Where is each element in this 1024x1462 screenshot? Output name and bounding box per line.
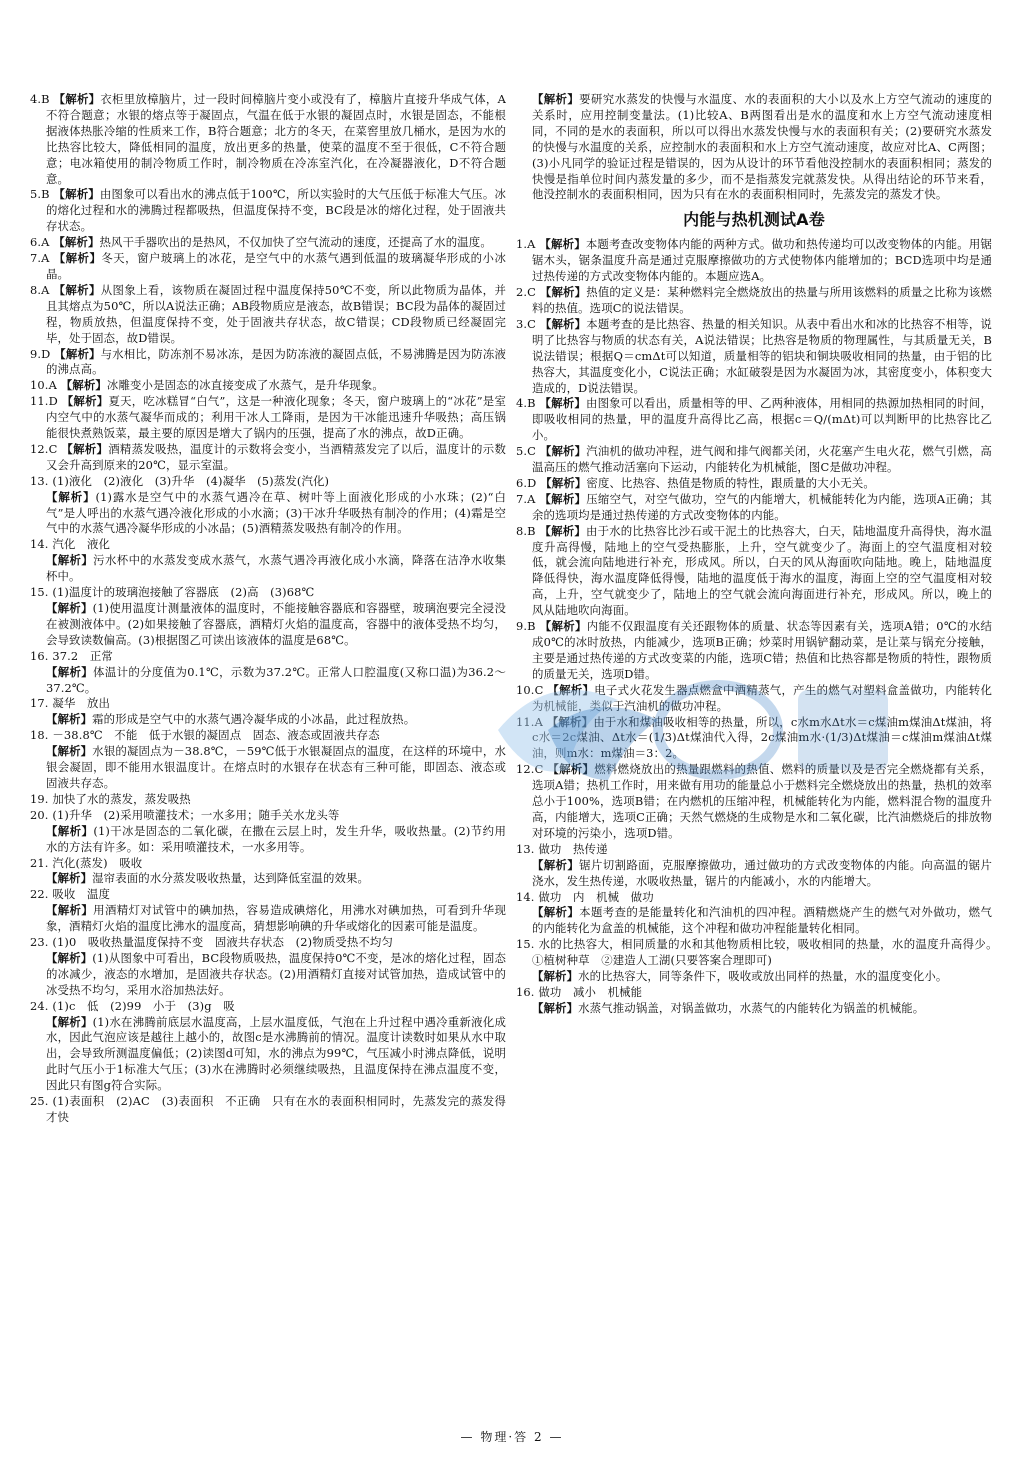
answer-analysis — [30, 744, 506, 792]
answer-text: 体温计的分度值为0.1℃，示数为37.2℃。正常人口腔温度(又称口温)为36.2～37.2℃。 — [45, 664, 506, 695]
answer-item — [516, 985, 992, 1001]
answer-number: 19. — [30, 791, 49, 806]
analysis-tag: 【解析】 — [45, 553, 94, 568]
answer-analysis — [516, 969, 992, 985]
analysis-tag: 【解析】 — [539, 396, 586, 411]
analysis-tag: 【解析】 — [539, 491, 587, 506]
answer-text: (1)从图象中可看出，BC段物质吸热，温度保持0℃不变，是冰的熔化过程，固态的冰减少，液态的水增加，是固液共存状态。(2)用酒精灯直接对试管加热，造成试管中的冰受热不均匀，采用水浴加热法好。 — [45, 950, 506, 997]
answer-analysis — [30, 1015, 506, 1095]
answer-number: 11.D — [30, 394, 58, 409]
answer-number: 5.B — [30, 187, 50, 202]
answer-number: 11.A — [516, 714, 543, 729]
answer-item — [30, 1094, 506, 1126]
analysis-tag: 【解析】 — [45, 744, 93, 759]
answer-text: 汽油机的做功冲程，进气阀和排气阀都关闭，火花塞产生电火花，燃气引燃，高温高压的燃气推动活塞向下运动，内能转化为机械能，图C是做功冲程。 — [531, 444, 992, 475]
answer-text: (1)露水是空气中的水蒸气遇冷在草、树叶等上面液化形成的小水珠；(2)“白气”是人呼出的水蒸气遇冷液化形成的小水滴；(3)干冰升华吸热有制冷的作用；(4)霜是空气中的水蒸气遇冷凝华形成的小冰晶；(5)酒精蒸发吸热有制冷的作用。 — [45, 489, 506, 536]
answer-text: 酒精蒸发吸热，温度计的示数将会变小，当酒精蒸发完了以后，温度计的示数又会升高到原来的20℃，显示室温。 — [45, 441, 506, 472]
answer-item — [516, 237, 992, 285]
answer-number: 2.C — [516, 285, 537, 300]
analysis-tag: 【解析】 — [45, 489, 96, 504]
answer-item — [516, 937, 1004, 969]
answer-text: 凝华 放出 — [52, 696, 111, 711]
answer-item — [516, 619, 992, 683]
answer-analysis — [30, 951, 506, 999]
answer-text: 冰雕变小是固态的冰直接变成了水蒸气，是升华现象。 — [106, 378, 384, 393]
analysis-tag: 【解析】 — [546, 714, 594, 729]
answer-text: 热风干手器吹出的是热风，不仅加快了空气流动的速度，还提高了水的温度。 — [99, 235, 492, 250]
answer-item — [516, 476, 992, 492]
answer-number: 16. — [30, 648, 49, 663]
analysis-tag: 【解析】 — [539, 316, 587, 331]
analysis-tag: 【解析】 — [45, 871, 93, 886]
answer-text: －38.8℃ 不能 低于水银的凝固点 固态、液态或固液共存态 — [52, 728, 380, 743]
answer-number: 8.A — [30, 282, 50, 297]
analysis-tag: 【解析】 — [53, 187, 100, 202]
answer-text: 要研究水蒸发的快慢与水温度、水的表面积的大小以及水上方空气流动的速度的关系时，应用控制变量法。(1)比较A、B两图看出是水的温度和水上方空气流动速度相同，不同的是水的表面积，所以可以得出水蒸发快慢与水的表面积有关；(2)要研究水蒸发的快慢与水温度的关系，应控制水的表面积和水上方空气流动速度，故应对比A、C两图；(3)小凡同学的验证过程是错误的，因为从设计的环节看他没控制水的表面积相同；蒸发的快慢是指单位时间内蒸发量的多少，而不是指蒸发完就蒸发快。从得出结论的环节来看，他没控制水的表面积相同，因为只有在水的表面积相同时，先蒸发完的蒸发才快。 — [531, 92, 992, 202]
analysis-tag: 【解析】 — [53, 92, 101, 106]
analysis-tag: 【解析】 — [54, 346, 101, 361]
answer-text: 与水相比，防冻剂不易冰冻，是因为防冻液的凝固点低，不易沸腾是因为防冻液的沸点高。 — [45, 346, 506, 377]
answer-item — [516, 317, 992, 397]
answer-text: (1)液化 (2)液化 (3)升华 (4)凝华 (5)蒸发(汽化) — [52, 473, 330, 488]
answer-text: 由于水的比热容比沙石或干泥土的比热容大，白天，陆地温度升高得快，海水温度升高得慢，陆地上的空气受热膨胀，上升，空气就变少了。海面上的空气温度相对较低，就会流向陆地进行补充，形成风。所以，白天的风从海面吹向陆地。晚上，陆地温度降低得快，海水温度降低得慢，陆地的温度低于海水的温度，海面上空的空气温度相对较高，上升，空气就变少了，陆地上的空气就会流向海面进行补充，形成风。所以，晚上的风从陆地吹向海面。 — [531, 523, 992, 618]
answer-analysis — [30, 903, 506, 935]
answer-item — [516, 842, 992, 858]
answer-item — [30, 347, 506, 379]
analysis-tag: 【解析】 — [539, 285, 587, 300]
answer-text: 夏天，吃冰糕冒“白气”，这是一种液化现象；冬天，窗户玻璃上的“冰花”是室内空气中的水蒸气凝华而成的；利用干冰人工降雨，是因为干冰能迅速升华吸热；高压锅能很快煮熟饭菜，最主要的原因是增大了锅内的压强，提高了水的沸点，故D正确。 — [45, 394, 506, 441]
answer-item — [516, 492, 992, 524]
analysis-tag: 【解析】 — [540, 475, 587, 490]
answer-text: 本题考查的是比热容、热量的相关知识。从表中看出水和冰的比热容不相等，说明了比热容与物质的状态有关，A说法错误；比热容是物质的物理属性，与其质量无关，B说法错误；根据Q＝cmΔt可以知道，质量相等的铝块和铜块吸收相同的热量，由于铝的比热容大，其温度变化小，C说法正确；水缸破裂是因为水凝固为冰，其密度变小，体积变大造成的，D说法错误。 — [531, 316, 992, 395]
right-column — [516, 92, 1004, 1017]
analysis-tag: 【解析】 — [547, 762, 595, 777]
answer-item — [30, 856, 506, 872]
answer-analysis — [30, 601, 506, 649]
answer-number: 4.B — [30, 92, 50, 106]
answer-text: 本题考查的是能量转化和汽油机的四冲程。酒精燃烧产生的燃气对外做功，燃气的内能转化为盒盖的机械能，这个冲程和做功冲程能量转化相同。 — [531, 905, 992, 936]
analysis-tag: 【解析】 — [539, 619, 587, 634]
answer-text: 水蒸气推动锅盖，对锅盖做功，水蒸气的内能转化为锅盖的机械能。 — [578, 1000, 925, 1015]
answer-number: 16. — [516, 984, 535, 999]
answer-number: 12.C — [30, 441, 58, 456]
answer-text: 由图象可以看出水的沸点低于100℃，所以实验时的大气压低于标准大气压。冰的熔化过程和水的沸腾过程都吸热，但温度保持不变，BC段是冰的熔化过程，处于固液共存状态。 — [45, 187, 506, 234]
answer-number: 7.A — [516, 491, 536, 506]
answer-item — [516, 683, 992, 715]
answer-item — [30, 474, 506, 490]
answer-text: 汽化 液化 — [52, 537, 111, 552]
answer-text: 热值的定义是：某种燃料完全燃烧放出的热量与所用该燃料的质量之比称为该燃料的热值。选项C的说法错误。 — [531, 285, 992, 315]
answer-text: 燃料燃烧放出的热量跟燃料的热值、燃料的质量以及是否完全燃烧都有关系，选项A错；热机工作时，用来做有用功的能量总小于燃料完全燃烧放出的热量，热机的效率总小于100%，选项B错；在内燃机的压缩冲程，机械能转化为内能，燃料混合物的温度升高，内能增大，选项C正确；天然气燃烧的生成物是水和二氧化碳，比汽油燃烧后的排放物对环境的污染小，选项D错。 — [531, 762, 992, 840]
analysis-tag: 【解析】 — [547, 682, 595, 697]
page-footer: — 物理·答 2 — — [460, 1430, 564, 1444]
answer-number: 13. — [30, 473, 49, 488]
answer-item — [516, 396, 992, 444]
answer-item — [30, 537, 506, 553]
answer-item — [30, 792, 506, 808]
answer-item — [516, 524, 992, 619]
answer-item — [30, 696, 506, 712]
answer-number: 14. — [516, 889, 535, 904]
answer-analysis — [30, 871, 506, 887]
answer-number: 21. — [30, 855, 49, 870]
answer-text: 水的比热容大，相同质量的水和其他物质相比较，吸收相同的热量，水的温度升高得少。 ①植树种草 ②建造人工湖(只要答案合理即可) — [531, 937, 1004, 968]
left-column — [30, 92, 506, 1126]
answer-number: 10.A — [30, 378, 57, 393]
answer-item — [30, 394, 506, 442]
answer-number: 23. — [30, 935, 49, 950]
answer-number: 24. — [30, 998, 49, 1013]
answer-text: 做功 内 机械 做功 — [538, 889, 654, 904]
answer-text: 37.2 正常 — [52, 648, 113, 663]
answer-text: 吸收 温度 — [52, 887, 111, 902]
answer-text: (1)使用温度计测量液体的温度时，不能接触容器底和容器壁，玻璃泡要完全浸没在被测液体中。(2)如果接触了容器底，酒精灯火焰的温度高，容器中的液体受热不均匀，会导致读数偏高。(3)根据图乙可读出该液体的温度是68℃。 — [45, 601, 506, 647]
answer-number: 12.C — [516, 762, 544, 777]
analysis-tag: 【解析】 — [45, 1014, 93, 1029]
answer-number: 7.A — [30, 251, 50, 266]
answer-item — [30, 92, 506, 187]
answer-text: 加快了水的蒸发，蒸发吸热 — [52, 791, 191, 806]
analysis-tag: 【解析】 — [531, 905, 580, 920]
right-column-answers — [516, 237, 1004, 1016]
answer-text: 本题考查改变物体内能的两种方式。做功和热传递均可以改变物体的内能。用锯锯木头，锯条温度升高是通过克服摩擦做功的方式使物体内能增加的；BCD选项中均是通过热传递的方式改变物体内能的。本题应选A。 — [531, 237, 992, 284]
answer-text: 冬天，窗户玻璃上的冰花，是空气中的水蒸气遇到低温的玻璃凝华形成的小冰晶。 — [45, 251, 506, 281]
answer-text: (1)水在沸腾前底层水温度高，上层水温度低，气泡在上升过程中遇冷重新液化成水，因此气泡应该是越往上越小的，故图c是水沸腾前的情况。温度计读数时如果从水中取出，会导致所测温度偏低；(2)读图d可知，水的沸点为99℃，气压减小时沸点降低，说明此时气压小于1标准大气压；(3)水在沸腾时必须继续吸热，且温度保持在沸点温度不变，因此只有图g符合实际。 — [45, 1014, 506, 1093]
answer-number: 6.D — [516, 475, 537, 490]
answer-number: 17. — [30, 696, 49, 711]
answer-number: 9.B — [516, 619, 536, 634]
answer-item — [30, 442, 506, 474]
answer-item — [30, 187, 506, 235]
answer-text: 从图象上看，该物质在凝固过程中温度保持50℃不变，所以此物质为晶体，并且其熔点为50℃，所以A说法正确；AB段物质应是液态，故B错误；BC段为晶体的凝固过程，物质放热，但温度保持不变，处于固液共存状态，故C错误；CD段物质已经凝固完毕，处于固态，故D错误。 — [45, 282, 506, 345]
answer-number: 15. — [30, 585, 49, 600]
answer-text: 压缩空气，对空气做功，空气的内能增大，机械能转化为内能，选项A正确；其余的选项均是通过热传递的方式改变物体的内能。 — [531, 491, 992, 522]
answer-number: 14. — [30, 537, 49, 552]
answer-text: 污水杯中的水蒸发变成水蒸气，水蒸气遇冷再液化成小水滴，降落在洁净水收集杯中。 — [45, 553, 506, 584]
answer-analysis — [30, 824, 506, 856]
analysis-tag: 【解析】 — [61, 441, 109, 456]
answer-text: 做功 热传递 — [538, 841, 608, 856]
answer-item — [30, 999, 506, 1015]
answer-text: 霜的形成是空气中的水蒸气遇冷凝华成的小冰晶，此过程放热。 — [92, 712, 416, 727]
answer-text: (1)干冰是固态的二氧化碳，在撒在云层上时，发生升华，吸收热量。(2)节约用水的方法有许多。如：采用喷灌技术，一水多用等。 — [45, 823, 506, 854]
answer-number: 13. — [516, 841, 535, 856]
analysis-tag: 【解析】 — [531, 857, 580, 872]
analysis-tag: 【解析】 — [45, 712, 93, 727]
answer-number: 10.C — [516, 682, 544, 697]
answer-item — [516, 285, 992, 317]
answer-text: (1)c 低 (2)99 小于 (3)g 吸 — [52, 998, 235, 1013]
right-column-top — [516, 92, 992, 203]
answer-text: 湿帘表面的水分蒸发吸收热量，达到降低室温的效果。 — [92, 871, 370, 886]
answer-item — [30, 251, 506, 283]
answer-item — [30, 887, 506, 903]
answer-item — [516, 444, 992, 476]
answer-text: 密度、比热容、热值是物质的特性，跟质量的大小无关。 — [586, 475, 875, 490]
analysis-tag: 【解析】 — [53, 251, 102, 266]
answer-number: 22. — [30, 887, 49, 902]
analysis-tag: 【解析】 — [53, 235, 100, 250]
analysis-tag: 【解析】 — [45, 823, 94, 838]
answer-text: 用酒精灯对试管中的碘加热，容易造成碘熔化，用沸水对碘加热，可看到升华现象，酒精灯火焰的温度比沸水的温度高，猜想影响碘的升华或熔化的因素可能是温度。 — [45, 903, 506, 934]
answer-item — [30, 649, 506, 665]
answer-item — [30, 728, 506, 744]
answer-number: 3.C — [516, 316, 537, 331]
answer-text: 内能不仅跟温度有关还跟物体的质量、状态等因素有关，选项A错；0℃的水结成0℃的冰时放热，内能减少，选项B正确；炒菜时用锅铲翻动菜，是让菜与锅充分接触，主要是通过热传递的方式改变菜的内能，选项C错；热值和比热容都是物质的特性，跟物质的质量无关，选项D错。 — [531, 619, 992, 681]
answer-item — [516, 890, 992, 906]
answer-number: 8.B — [516, 523, 536, 538]
answer-analysis — [30, 490, 506, 538]
answer-text: 做功 减小 机械能 — [538, 984, 643, 999]
answer-number: 6.A — [30, 235, 50, 250]
section-title: 内能与热机测试A卷 — [683, 210, 825, 230]
answer-analysis — [516, 92, 992, 203]
analysis-tag: 【解析】 — [539, 444, 587, 459]
answer-text: (1)温度计的玻璃泡接触了容器底 (2)高 (3)68℃ — [52, 585, 315, 600]
answer-item — [30, 808, 506, 824]
answer-text: (1)0 吸收热量温度保持不变 固液共存状态 (2)物质受热不均匀 — [52, 935, 393, 950]
answer-text: 电子式火花发生器点燃盒中酒精蒸气，产生的燃气对塑料盒盖做功，内能转化为机械能，类似于汽油机的做功冲程。 — [531, 682, 992, 713]
analysis-tag: 【解析】 — [45, 664, 94, 679]
answer-item — [30, 235, 506, 251]
answer-text: 衣柜里放樟脑片，过一段时间樟脑片变小或没有了，樟脑片直接升华成气体，A不符合题意；水银的熔点等于凝固点，气温在低于水银的凝固点时，水银是固态，不能根据液体热胀冷缩的性质来工作，B符合题意；北方的冬天，在菜窖里放几桶水，是因为水的比热容比较大，降低相同的温度，放出更多的热量，使菜的温度不至于很低，C不符合题意；电冰箱使用的制冷物质工作时，制冷物质在冷冻室汽化，在冷凝器液化，D不符合题意。 — [45, 92, 506, 186]
analysis-tag: 【解析】 — [45, 903, 94, 918]
answer-number: 18. — [30, 728, 49, 743]
analysis-tag: 【解析】 — [61, 394, 109, 409]
answer-analysis — [30, 665, 506, 697]
answer-number: 4.B — [516, 396, 536, 411]
answer-number: 9.D — [30, 346, 51, 361]
answer-text: 锯片切割路面，克服摩擦做功，通过做功的方式改变物体的内能。向高温的锯片浇水，发生热传递，水吸收热量，锯片的内能减小，水的内能增大。 — [531, 857, 992, 888]
answer-analysis — [516, 858, 992, 890]
answer-item — [516, 715, 992, 763]
answer-analysis — [30, 712, 506, 728]
answer-item — [516, 762, 992, 842]
analysis-tag: 【解析】 — [53, 282, 101, 297]
analysis-tag: 【解析】 — [531, 92, 580, 106]
analysis-tag: 【解析】 — [60, 378, 107, 393]
analysis-tag: 【解析】 — [531, 969, 579, 984]
answer-number: 20. — [30, 807, 49, 822]
answer-number: 5.C — [516, 444, 537, 459]
answer-number: 1.A — [516, 237, 536, 252]
analysis-tag: 【解析】 — [539, 237, 586, 252]
answer-item — [30, 283, 506, 347]
answer-text: (1)升华 (2)采用喷灌技术；一水多用；随手关水龙头等 — [52, 807, 340, 822]
answer-item — [30, 585, 506, 601]
analysis-tag: 【解析】 — [531, 1000, 579, 1015]
answer-item — [30, 378, 506, 394]
answer-text: 水的比热容大，同等条件下，吸收或放出同样的热量，水的温度变化小。 — [578, 969, 948, 984]
analysis-tag: 【解析】 — [539, 523, 586, 538]
answer-text: 由图象可以看出，质量相等的甲、乙两种液体，用相同的热源加热相同的时间，即吸收相同的热量，甲的温度升高得比乙高，根据c＝Q/(mΔt)可以判断甲的比热容比乙小。 — [531, 396, 992, 443]
answer-item — [30, 935, 506, 951]
answer-text: 由于水和煤油吸收相等的热量，所以，c水m水Δt水＝c煤油m煤油Δt煤油，将c水＝2c煤油、Δt水＝(1/3)Δt煤油代入得，2c煤油m水·(1/3)Δt煤油＝c煤油m煤油Δt煤油，则m水：m煤油＝3：2。 — [531, 714, 992, 761]
answer-text: 汽化(蒸发) 吸收 — [52, 855, 143, 870]
analysis-tag: 【解析】 — [45, 950, 93, 965]
answer-text: 水银的凝固点为－38.8℃，－59℃低于水银凝固点的温度，在这样的环境中，水银会凝固，即不能用水银温度计。在熔点时的水银存在状态有三种可能，即固态、液态或固液共存态。 — [45, 744, 506, 790]
answer-number: 15. — [516, 937, 535, 952]
analysis-tag: 【解析】 — [45, 601, 93, 615]
answer-analysis — [30, 553, 506, 585]
answer-text: (1)表面积 (2)AC (3)表面积 不正确 只有在水的表面积相同时，先蒸发完的蒸发得才快 — [45, 1094, 506, 1124]
answer-number: 25. — [30, 1094, 49, 1109]
answer-analysis — [516, 905, 992, 937]
answer-analysis — [516, 1001, 992, 1017]
